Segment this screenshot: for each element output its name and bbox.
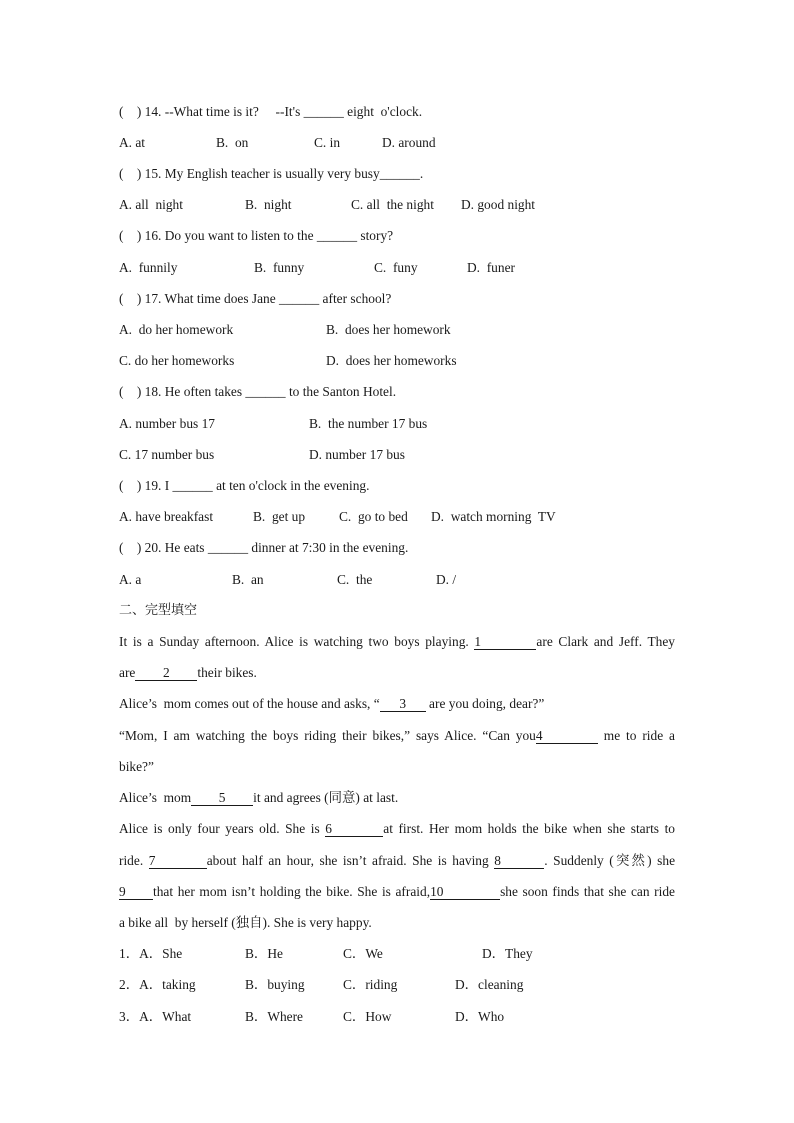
q18-option-d: D. number 17 bus xyxy=(309,447,405,462)
passage-text: are you doing, dear?” xyxy=(425,696,545,711)
q20-option-c: C. the xyxy=(337,572,373,587)
cloze-2-option-b: B．buying xyxy=(245,977,305,992)
q16-option-b: B. funny xyxy=(254,260,305,275)
cloze-1-option-c: C．We xyxy=(343,946,383,961)
q19-option-b: B. get up xyxy=(253,509,306,524)
cloze-3-option-b: B．Where xyxy=(245,1009,304,1024)
cloze-3-option-c: C．How xyxy=(343,1009,392,1024)
q20-option-d: D. / xyxy=(436,572,457,587)
q16-option-d: D. funer xyxy=(467,260,515,275)
passage-text: that her mom isn’t holding the bike. She is afraid, xyxy=(153,884,431,899)
q18-option-b: B. the number 17 bus xyxy=(309,416,428,431)
blank-4: 4 xyxy=(536,729,598,744)
question-17-stem: ( ) 17. What time does Jane ______ after school? xyxy=(119,291,392,306)
cloze-2-option-a: 2．A．taking xyxy=(119,977,196,992)
cloze-2-option-d: D．cleaning xyxy=(455,977,524,992)
blank-8: 8 xyxy=(494,854,544,869)
passage-text: at first. Her mom holds the bike when she starts to xyxy=(383,821,675,836)
passage-text: are xyxy=(119,665,136,680)
q15-option-b: B. night xyxy=(245,197,292,212)
q16-option-c: C. funy xyxy=(374,260,418,275)
blank-7: 7 xyxy=(149,854,207,869)
passage-line-4 xyxy=(119,727,675,745)
passage-text: Alice’s mom xyxy=(119,790,192,805)
cloze-1-option-b: B．He xyxy=(245,946,283,961)
q15-option-a: A. all night xyxy=(119,197,183,212)
q14-option-a: A. at xyxy=(119,135,146,150)
q19-option-a: A. have breakfast xyxy=(119,509,214,524)
passage-line-3 xyxy=(119,695,544,713)
q15-option-c: C. all the night xyxy=(351,197,434,212)
passage-text: Alice’s mom comes out of the house and asks, “ xyxy=(119,696,380,711)
question-15-stem: ( ) 15. My English teacher is usually very busy______. xyxy=(119,166,424,181)
question-14-stem: ( ) 14. --What time is it? --It's ______ eight o'clock. xyxy=(119,104,423,119)
q14-option-b: B. on xyxy=(216,135,249,150)
passage-text: Alice is only four years old. She is xyxy=(119,821,320,836)
section-title: 二、完型填空 xyxy=(119,603,198,618)
q19-option-d: D. watch morning TV xyxy=(431,509,556,524)
question-16-stem: ( ) 16. Do you want to listen to the ______ story? xyxy=(119,228,394,243)
blank-10: 10 xyxy=(430,885,500,900)
cloze-3-option-d: D．Who xyxy=(455,1009,505,1024)
passage-text: “Mom, I am watching the boys riding their bikes,” says Alice. “Can you xyxy=(119,728,536,743)
passage-line-5: bike?” xyxy=(119,759,154,774)
question-20-stem: ( ) 20. He eats ______ dinner at 7:30 in the evening. xyxy=(119,540,409,555)
passage-text: their bikes. xyxy=(197,665,257,680)
q18-option-c: C. 17 number bus xyxy=(119,447,215,462)
q17-option-d: D. does her homeworks xyxy=(326,353,457,368)
blank-6: 6 xyxy=(325,822,383,837)
q18-option-a: A. number bus 17 xyxy=(119,416,215,431)
blank-5: 5 xyxy=(191,791,253,806)
q17-option-b: B. does her homework xyxy=(326,322,451,337)
passage-text: me to ride a xyxy=(603,728,675,743)
passage-text: about half an hour, she isn’t afraid. She is having xyxy=(206,853,489,868)
q14-option-d: D. around xyxy=(382,135,436,150)
blank-2: 2 xyxy=(135,666,197,681)
q20-option-b: B. an xyxy=(232,572,264,587)
passage-text: it and agrees (同意) at last. xyxy=(253,790,399,805)
passage-line-1 xyxy=(119,633,675,651)
q17-option-a: A. do her homework xyxy=(119,322,234,337)
blank-1: 1 xyxy=(474,635,536,650)
passage-text: . Suddenly (突然) she xyxy=(544,853,676,868)
cloze-1-option-a: 1．A．She xyxy=(119,946,183,961)
q15-option-d: D. good night xyxy=(461,197,536,212)
passage-text: It is a Sunday afternoon. Alice is watching two boys playing. xyxy=(119,634,469,649)
blank-3: 3 xyxy=(380,697,426,712)
q16-option-a: A. funnily xyxy=(119,260,178,275)
passage-line-6 xyxy=(119,789,398,807)
passage-line-10: a bike all by herself (独自). She is very happy. xyxy=(119,915,372,930)
q20-option-a: A. a xyxy=(119,572,142,587)
passage-text: are Clark and Jeff. They xyxy=(536,634,675,649)
q17-option-c: C. do her homeworks xyxy=(119,353,235,368)
blank-9: 9 xyxy=(119,885,153,900)
cloze-2-option-c: C．riding xyxy=(343,977,398,992)
cloze-3-option-a: 3．A．What xyxy=(119,1009,192,1024)
passage-line-9 xyxy=(119,883,675,901)
passage-line-2 xyxy=(119,664,257,682)
question-18-stem: ( ) 18. He often takes ______ to the Santon Hotel. xyxy=(119,384,397,399)
passage-line-7 xyxy=(119,820,675,838)
passage-text: she soon finds that she can ride xyxy=(500,884,675,899)
passage-line-8 xyxy=(119,852,675,870)
q19-option-c: C. go to bed xyxy=(339,509,408,524)
passage-text: ride. xyxy=(119,853,144,868)
cloze-1-option-d: D．They xyxy=(482,946,533,961)
question-19-stem: ( ) 19. I ______ at ten o'clock in the evening. xyxy=(119,478,370,493)
q14-option-c: C. in xyxy=(314,135,341,150)
